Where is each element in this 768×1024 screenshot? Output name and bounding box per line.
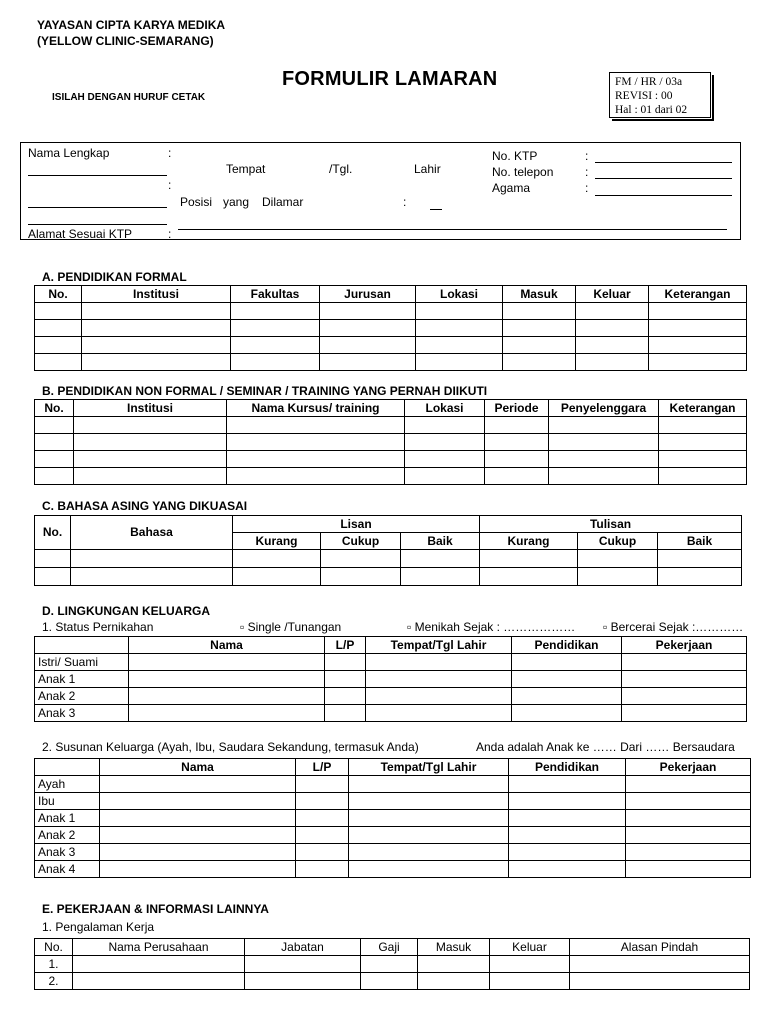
- option-menikah[interactable]: ▫ Menikah Sejak : ………………: [407, 620, 576, 634]
- row-label: Anak 4: [35, 861, 100, 878]
- row-label: Anak 1: [35, 671, 129, 688]
- table-row[interactable]: [35, 844, 751, 861]
- no-ktp-field[interactable]: [595, 162, 732, 163]
- colon: :: [168, 146, 172, 160]
- col-relation: [35, 759, 100, 776]
- row-label: Ibu: [35, 793, 100, 810]
- row-label: Anak 3: [35, 844, 100, 861]
- table-row[interactable]: [35, 654, 747, 671]
- posisi-field[interactable]: [430, 209, 442, 210]
- col-bahasa: Bahasa: [71, 516, 233, 550]
- fill-instruction: ISILAH DENGAN HURUF CETAK: [52, 92, 206, 103]
- col-lisan-kurang: Kurang: [233, 533, 321, 550]
- doc-revision-line: REVISI : 00: [615, 90, 673, 102]
- colon: :: [168, 227, 172, 241]
- col-tempat-tgl-lahir: Tempat/Tgl Lahir: [349, 759, 509, 776]
- pengalaman-kerja-label: 1. Pengalaman Kerja: [42, 920, 155, 934]
- col-nama-perusahaan: Nama Perusahaan: [73, 939, 245, 956]
- table-header-row: [35, 286, 747, 303]
- col-nama-kursus: Nama Kursus/ training: [227, 400, 405, 417]
- col-keluar: Keluar: [490, 939, 570, 956]
- col-institusi: Institusi: [74, 400, 227, 417]
- yang-label: yang: [223, 195, 250, 209]
- posisi-label: Posisi: [180, 195, 213, 209]
- col-pendidikan: Pendidikan: [512, 637, 622, 654]
- col-lp: L/P: [325, 637, 366, 654]
- row-label: Istri/ Suami: [35, 654, 129, 671]
- col-nama: Nama: [100, 759, 296, 776]
- col-tulisan: Tulisan: [480, 516, 742, 533]
- table-row[interactable]: [35, 776, 751, 793]
- doc-page-line: Hal : 01 dari 02: [615, 104, 688, 116]
- row-number: 2.: [35, 973, 73, 990]
- identity-box: [20, 142, 741, 240]
- posisi-line[interactable]: [28, 224, 167, 225]
- organization-name: YAYASAN CIPTA KARYA MEDIKA: [37, 18, 226, 32]
- table-row[interactable]: [35, 451, 747, 468]
- colon: :: [585, 165, 589, 179]
- row-label: Anak 1: [35, 810, 100, 827]
- section-b-title: B. PENDIDIKAN NON FORMAL / SEMINAR / TRAINING YANG PERNAH DIIKUTI: [42, 384, 488, 398]
- row-label: Anak 3: [35, 705, 129, 722]
- organization-subname: (YELLOW CLINIC-SEMARANG): [37, 34, 214, 48]
- option-bercerai[interactable]: ▫ Bercerai Sejak :…………: [603, 620, 744, 634]
- col-lokasi: Lokasi: [416, 286, 503, 303]
- nama-lengkap-field[interactable]: [28, 175, 167, 176]
- table-row[interactable]: [35, 320, 747, 337]
- col-nama: Nama: [129, 637, 325, 654]
- form-title: FORMULIR LAMARAN: [282, 68, 498, 90]
- pendidikan-formal-table: [34, 285, 747, 371]
- colon: :: [403, 195, 407, 209]
- keluarga-inti-table: [34, 636, 747, 722]
- col-masuk: Masuk: [418, 939, 490, 956]
- col-relation: [35, 637, 129, 654]
- table-row[interactable]: [35, 793, 751, 810]
- doc-code-line: FM / HR / 03a: [615, 76, 683, 88]
- table-row[interactable]: [35, 468, 747, 485]
- col-lisan-baik: Baik: [401, 533, 480, 550]
- col-periode: Periode: [485, 400, 549, 417]
- section-a-title: A. PENDIDIKAN FORMAL: [42, 270, 187, 284]
- col-lisan: Lisan: [233, 516, 480, 533]
- row-label: Ayah: [35, 776, 100, 793]
- agama-label: Agama: [492, 181, 531, 195]
- table-row[interactable]: [35, 550, 742, 568]
- row-label: Anak 2: [35, 827, 100, 844]
- nama-lengkap-label: Nama Lengkap: [28, 146, 110, 160]
- colon: :: [585, 149, 589, 163]
- table-row[interactable]: [35, 827, 751, 844]
- col-tulisan-kurang: Kurang: [480, 533, 578, 550]
- table-row[interactable]: [35, 434, 747, 451]
- col-lisan-cukup: Cukup: [321, 533, 401, 550]
- col-jurusan: Jurusan: [320, 286, 416, 303]
- alamat-field[interactable]: [178, 239, 733, 240]
- bahasa-asing-table: [34, 515, 742, 586]
- susunan-keluarga-label: 2. Susunan Keluarga (Ayah, Ibu, Saudara Sekandung, termasuk Anda): [42, 740, 419, 754]
- table-header-row: [35, 637, 747, 654]
- table-row[interactable]: [35, 354, 747, 371]
- option-single[interactable]: ▫ Single /Tunangan: [240, 620, 342, 634]
- col-keluar: Keluar: [576, 286, 649, 303]
- col-no: No.: [35, 286, 82, 303]
- table-row[interactable]: [35, 956, 750, 973]
- no-ktp-label: No. KTP: [492, 149, 538, 163]
- alamat-label: Alamat Sesuai KTP: [28, 227, 133, 241]
- table-row[interactable]: [35, 973, 750, 990]
- col-pekerjaan: Pekerjaan: [626, 759, 751, 776]
- col-pendidikan: Pendidikan: [509, 759, 626, 776]
- table-row[interactable]: [35, 303, 747, 320]
- document-code-box: [609, 72, 711, 118]
- pengalaman-kerja-table: [34, 938, 750, 990]
- status-pernikahan-label: 1. Status Pernikahan: [42, 620, 154, 634]
- colon: :: [585, 181, 589, 195]
- table-row[interactable]: [35, 337, 747, 354]
- col-fakultas: Fakultas: [231, 286, 320, 303]
- row-label: Anak 2: [35, 688, 129, 705]
- col-lokasi: Lokasi: [405, 400, 485, 417]
- tgl-label: /Tgl.: [329, 162, 353, 176]
- col-penyelenggara: Penyelenggara: [549, 400, 659, 417]
- no-telepon-label: No. telepon: [492, 165, 554, 179]
- col-keterangan: Keterangan: [649, 286, 747, 303]
- col-no: No.: [35, 516, 71, 550]
- table-row[interactable]: [35, 671, 747, 688]
- colon: :: [168, 178, 172, 192]
- section-d-title: D. LINGKUNGAN KELUARGA: [42, 604, 210, 618]
- table-row[interactable]: [35, 417, 747, 434]
- tempat-label: Tempat: [226, 162, 266, 176]
- col-jabatan: Jabatan: [245, 939, 361, 956]
- col-institusi: Institusi: [82, 286, 231, 303]
- lahir-label: Lahir: [414, 162, 441, 176]
- col-tulisan-cukup: Cukup: [578, 533, 658, 550]
- col-pekerjaan: Pekerjaan: [622, 637, 747, 654]
- no-telepon-field[interactable]: [595, 178, 732, 179]
- table-row[interactable]: [35, 568, 742, 586]
- col-no: No.: [35, 939, 73, 956]
- susunan-keluarga-table: [34, 758, 751, 878]
- alamat-line-1[interactable]: [178, 229, 727, 230]
- col-tulisan-baik: Baik: [658, 533, 742, 550]
- table-row[interactable]: [35, 688, 747, 705]
- row-number: 1.: [35, 956, 73, 973]
- table-header-row: [35, 759, 751, 776]
- table-header-row: [35, 400, 747, 417]
- anak-ke-text: Anda adalah Anak ke …… Dari …… Bersaudara: [476, 740, 735, 754]
- dilamar-label: Dilamar: [262, 195, 304, 209]
- tempat-tgl-lahir-field[interactable]: [28, 207, 167, 208]
- agama-field[interactable]: [595, 195, 732, 196]
- section-c-title: C. BAHASA ASING YANG DIKUASAI: [42, 499, 248, 513]
- table-row[interactable]: [35, 705, 747, 722]
- section-e-title: E. PEKERJAAN & INFORMASI LAINNYA: [42, 902, 269, 916]
- table-row[interactable]: [35, 861, 751, 878]
- col-gaji: Gaji: [361, 939, 418, 956]
- table-row[interactable]: [35, 810, 751, 827]
- pendidikan-non-formal-table: [34, 399, 747, 485]
- table-header-row: [35, 516, 742, 533]
- table-header-row: [35, 939, 750, 956]
- col-keterangan: Keterangan: [659, 400, 747, 417]
- col-masuk: Masuk: [503, 286, 576, 303]
- col-lp: L/P: [296, 759, 349, 776]
- col-no: No.: [35, 400, 74, 417]
- col-alasan-pindah: Alasan Pindah: [570, 939, 750, 956]
- col-tempat-tgl-lahir: Tempat/Tgl Lahir: [366, 637, 512, 654]
